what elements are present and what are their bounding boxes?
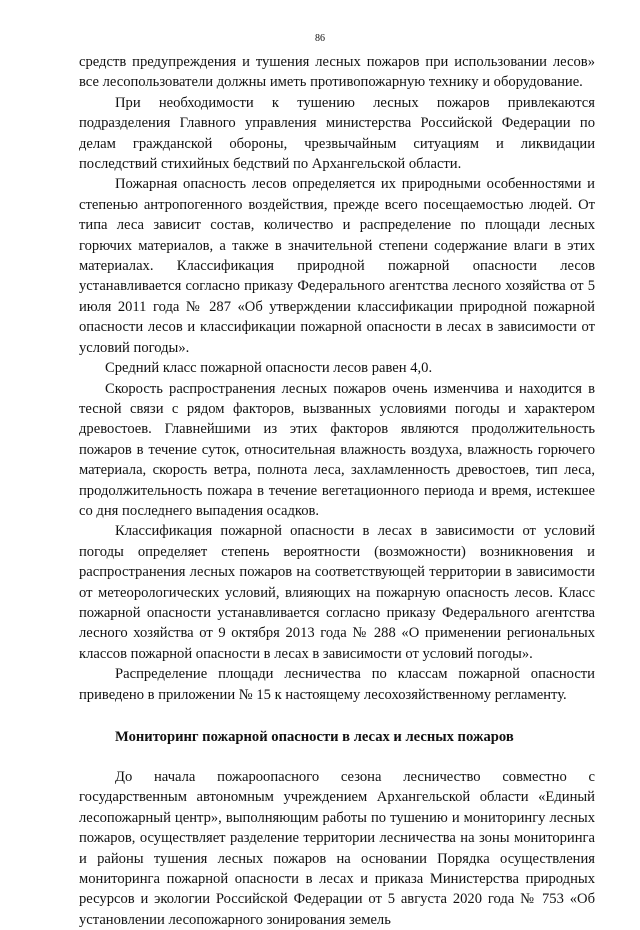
paragraph-fire-danger: Пожарная опасность лесов определяется их природными особенностями и степенью антропогенного воздействия, прежде всего посещаемостью людей. От типа леса зависит состав, количество и распределение по площади лесных горючих материалов, а также в значительной степени содержание влаги в этих материалах. Классификация природной пожарной опасности лесов устанавливается согласно приказу Федерального агентства лесного хозяйства от 5 июля 2011 года № 287 «Об утверждении классификации природной пожарной опасности лесов и классификации пожарной опасности в лесах в зависимости от условий погоды». xyxy=(79,176,595,356)
document-body xyxy=(79,52,595,930)
page-number: 86 xyxy=(315,33,325,44)
paragraph-spread-speed: Скорость распространения лесных пожаров очень изменчива и находится в тесной связи с рядом факторов, вызванных условиями погоды и характером древостоев. Главнейшими из этих факторов являются продолжительность пожаров в течение суток, относительная влажность воздуха, влажность горючего материала, скорость ветра, полнота леса, захламленность древостоев, тип леса, продолжительность пожара в течение вегетационного периода и время, истекшее со дня последнего выпадения осадков. xyxy=(79,380,595,519)
paragraph-continuation: средств предупреждения и тушения лесных пожаров при использовании лесов» все лесопользователи должны иметь противопожарную технику и оборудование. xyxy=(79,54,595,91)
paragraph-weather-classification: Классификация пожарной опасности в лесах в зависимости от условий погоды определяет степень вероятности (возможности) возникновения и распространения лесных пожаров на соответствующей территории в зависимости от метеорологических условий, влияющих на пожарную опасность лесов. Класс пожарной опасности устанавливается согласно приказу Федерального агентства лесного хозяйства от 9 октября 2013 года № 288 «О применении региональных классов пожарной опасности в лесах в зависимости от условий погоды». xyxy=(79,523,595,662)
paragraph-distribution: Распределение площади лесничества по классам пожарной опасности приведено в приложении № 15 к настоящему лесохозяйственному регламенту. xyxy=(79,666,595,703)
section-heading: Мониторинг пожарной опасности в лесах и лесных пожаров xyxy=(115,729,514,745)
paragraph-monitoring: До начала пожароопасного сезона лесничество совместно с государственным автономным учреждением Архангельской области «Единый лесопожарный центр», выполняющим работы по тушению и мониторингу лесных пожаров, осуществляет разделение территории лесничества на зоны мониторинга и районы тушения лесных пожаров на основании Порядка осуществления мониторинга пожарной опасности в лесах и приказа Министерства природных ресурсов и экологии Российской Федерации от 5 августа 2020 года № 753 «Об установлении лесопожарного зонирования земель xyxy=(79,769,595,928)
paragraph-fire-units: При необходимости к тушению лесных пожаров привлекаются подразделения Главного управления министерства Российской Федерации по делам гражданской обороны, чрезвычайным ситуациям и ликвидации последствий стихийных бедствий по Архангельской области. xyxy=(79,94,595,173)
paragraph-average-class: Средний класс пожарной опасности лесов равен 4,0. xyxy=(105,360,433,377)
